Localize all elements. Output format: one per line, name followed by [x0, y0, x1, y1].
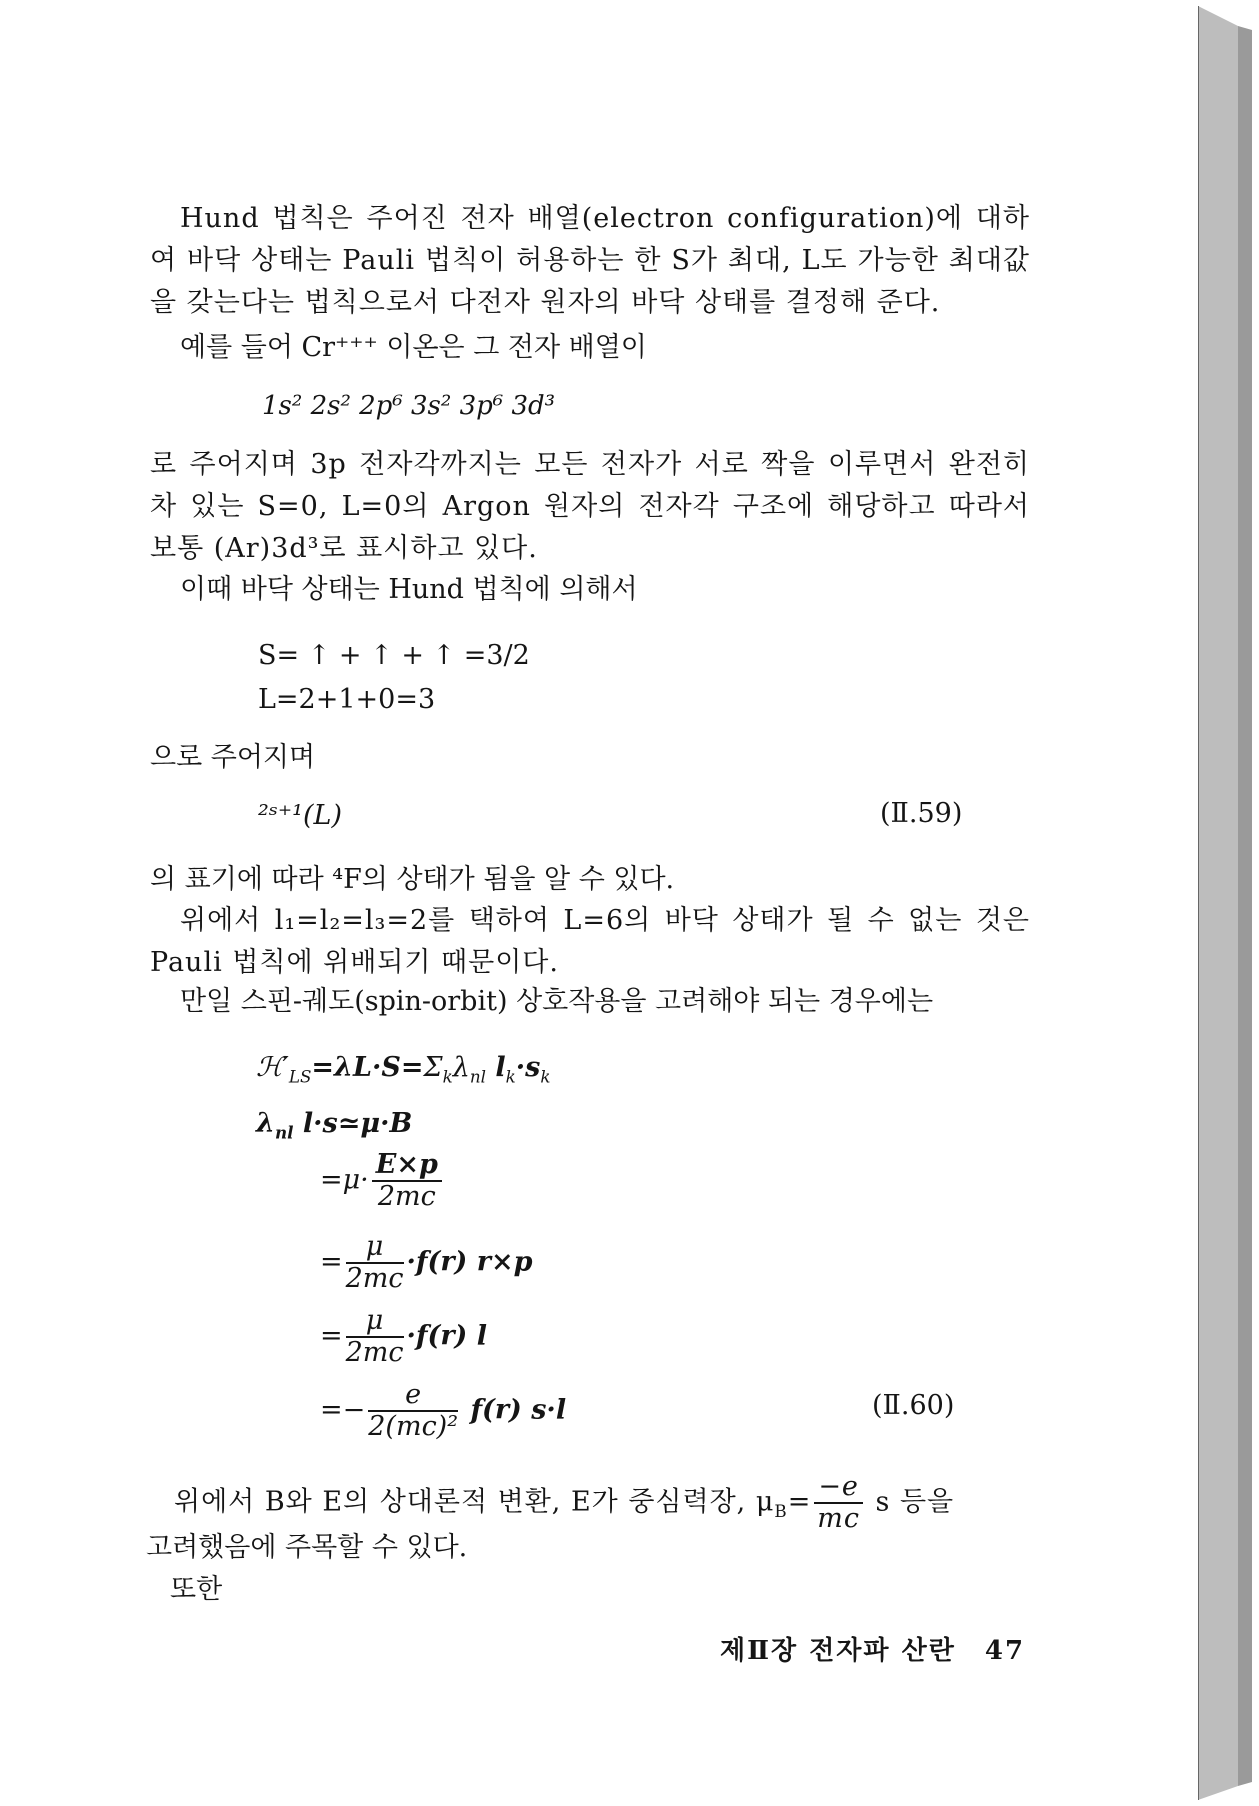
equation-spin-sum: S= ↑ + ↑ + ↑ =3/2	[258, 640, 530, 671]
book-edge	[1198, 6, 1252, 1800]
equation-orbital-sum: L=2+1+0=3	[258, 684, 436, 715]
paragraph-note: 고려했음에 주목할 수 있다.	[146, 1532, 468, 1563]
paragraph-4f-state: 의 표기에 따라 ⁴F의 상태가 됨을 알 수 있다.	[150, 864, 675, 895]
equation-lambda-ls: $\lambda_{nl}$ l·s≃μ·B	[256, 1108, 413, 1143]
paragraph-relativistic: 위에서 B와 E의 상대론적 변환, E가 중심력장, $\mu_B=$ $\frac{-e}{mc}$ s 등을	[174, 1471, 955, 1534]
equation-mu-frxp: = $\frac{\mu}{2mc}$ ·f(r) r×p	[320, 1231, 533, 1294]
paragraph-also: 또한	[170, 1574, 223, 1605]
paragraph-pauli-violation: 위에서 l₁=l₂=l₃=2를 택하여 L=6의 바닥 상태가 될 수 없는 것은 Pauli 법칙에 위배되기 때문이다.	[150, 905, 1030, 978]
paragraph-given-by: 으로 주어지며	[150, 742, 316, 773]
chapter-title: 제Ⅱ장 전자파 산란	[720, 1636, 956, 1666]
equation-number-59: (Ⅱ.59)	[880, 798, 963, 829]
equation-mu-frl: = $\frac{\mu}{2mc}$ ·f(r) l	[320, 1305, 487, 1368]
paragraph-argon-shell: 로 주어지며 3p 전자각까지는 모든 전자가 서로 짝을 이루면서 완전히 차 있는 S=0, L=0의 Argon 원자의 전자각 구조에 해당하고 따라서 보통 (Ar)3d³로 표시하고 있다.	[150, 449, 1030, 564]
electron-configuration: 1s² 2s² 2p⁶ 3s² 3p⁶ 3d³	[262, 391, 556, 421]
equation-e-frsl: =− $\frac{e}{\text{2(mc)²}}$ f(r) s·l	[320, 1379, 567, 1442]
page-number: 47	[984, 1636, 1026, 1666]
paragraph-spin-orbit: 만일 스핀-궤도(spin-orbit) 상호작용을 고려해야 되는 경우에는	[180, 986, 934, 1017]
term-symbol: ²ˢ⁺¹(L)	[258, 800, 342, 831]
paragraph-example: 예를 들어 Cr⁺⁺⁺ 이온은 그 전자 배열이	[180, 332, 647, 363]
equation-hamiltonian-ls: $ℋ'_{LS}=\lambda L\cdot S=\Sigma_k\lambda_{nl}$ $l_k\cdot s_k$	[256, 1052, 551, 1087]
paragraph-hund-rule: Hund 법칙은 주어진 전자 배열(electron configuration)에 대하여 바닥 상태는 Pauli 법칙이 허용하는 한 S가 최대, L도 가능한 최대값을 갖는다는 법칙으로서 다전자 원자의 바닥 상태를 결정해 준다.	[150, 203, 1030, 318]
page-footer	[720, 1630, 1025, 1667]
equation-mu-exp: =μ· $\frac{E\times p}{2mc}$	[320, 1150, 445, 1212]
equation-number-60: (Ⅱ.60)	[872, 1390, 955, 1421]
paragraph-ground-state: 이때 바닥 상태는 Hund 법칙에 의해서	[180, 574, 638, 605]
